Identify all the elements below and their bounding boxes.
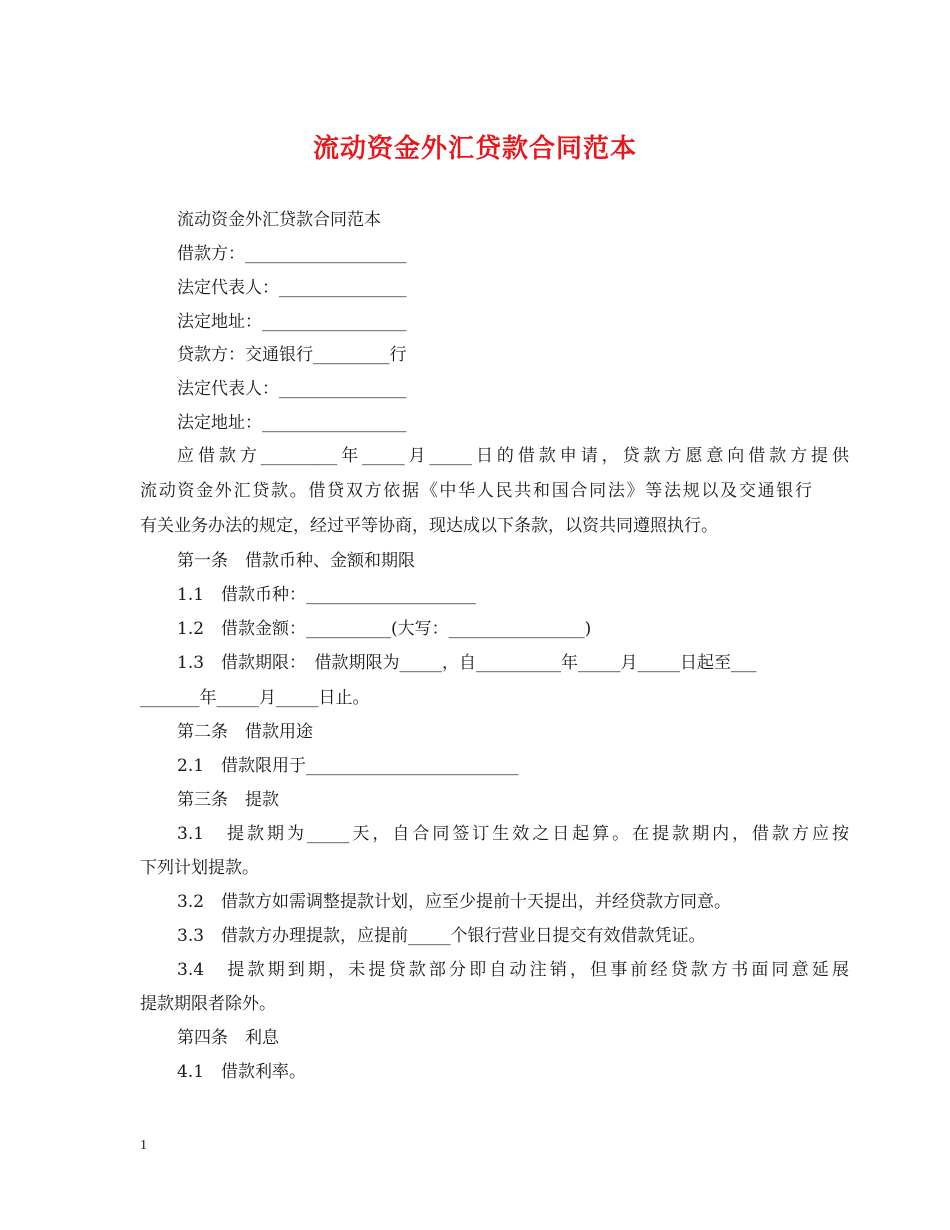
section-heading: 第一条 借款币种、金额和期限 <box>177 551 415 571</box>
text-line: 3.3 借款方办理提款，应提前_____个银行营业日提交有效借款凭证。 <box>177 926 706 946</box>
text-line: 流动资金外汇贷款合同范本 <box>177 210 381 230</box>
text-line: 贷款方：交通银行_________行 <box>177 345 407 365</box>
section-heading: 第二条 借款用途 <box>177 722 313 742</box>
text-line: 4.1 借款利率。 <box>177 1062 307 1082</box>
text-line: 3.2 借款方如需调整提款计划，应至少提前十天提出，并经贷款方同意。 <box>177 892 732 912</box>
text-line: 3.1 提款期为_____天，自合同签订生效之日起算。在提款期内，借款方应按 <box>177 824 849 844</box>
document-title: 流动资金外汇贷款合同范本 <box>312 134 637 164</box>
text-line: 2.1 借款限用于_________________________ <box>177 756 519 776</box>
section-heading: 第三条 提款 <box>177 790 279 810</box>
text-line: 借款方：___________________ <box>177 244 407 264</box>
section-heading: 第四条 利息 <box>177 1028 279 1048</box>
text-line: 法定地址：_________________ <box>177 312 407 332</box>
text-line: 流动资金外汇贷款。借贷双方依据《中华人民共和国合同法》等法规以及交通银行 <box>140 481 812 501</box>
text-line: 提款期限者除外。 <box>140 994 276 1014</box>
text-line: 法定地址：_________________ <box>177 413 407 433</box>
text-line: 3.4 提款期到期，未提贷款部分即自动注销，但事前经贷款方书面同意延展 <box>177 960 849 980</box>
text-line: 1.2 借款金额：__________(大写：________________) <box>177 619 592 639</box>
text-line: _______年_____月_____日止。 <box>140 688 370 708</box>
text-line: 1.1 借款币种：____________________ <box>177 585 477 605</box>
text-line: 下列计划提款。 <box>140 858 259 878</box>
text-line: 应借款方_________年_____月_____日的借款申请，贷款方愿意向借款方提供 <box>177 446 849 466</box>
page-number: 1 <box>140 1138 147 1153</box>
text-line: 1.3 借款期限： 借款期限为_____，自__________年_____月_____日起至___ <box>177 653 757 673</box>
text-line: 有关业务办法的规定，经过平等协商，现达成以下条款，以资共同遵照执行。 <box>140 516 718 536</box>
text-line: 法定代表人：_______________ <box>177 278 407 298</box>
text-line: 法定代表人：_______________ <box>177 379 407 399</box>
